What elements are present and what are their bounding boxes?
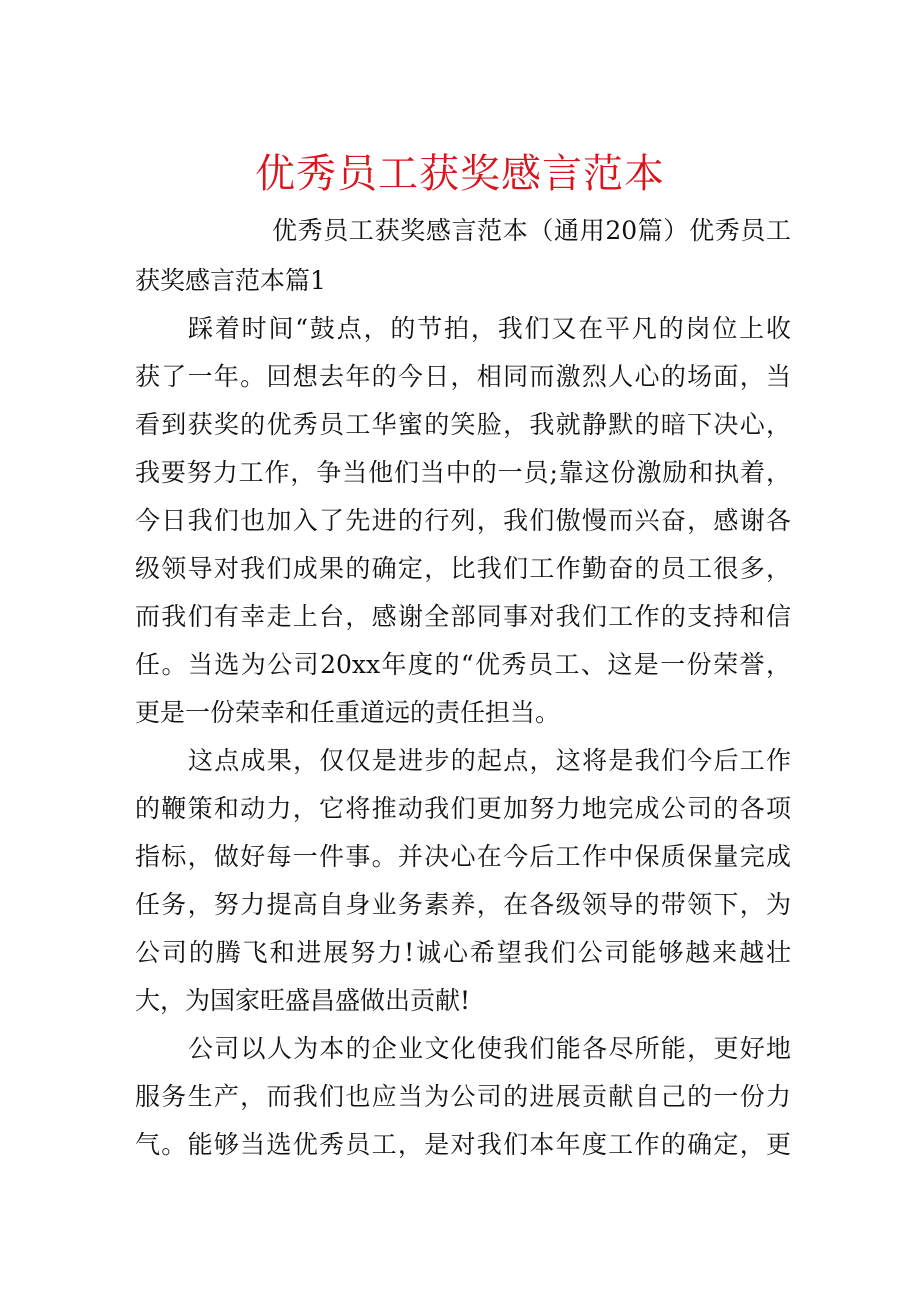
text-line: 大，为国家旺盛昌盛做出贡献! — [135, 986, 471, 1015]
text-line: 任务，努力提高自身业务素养，在各级领导的带领下，为 — [135, 890, 791, 919]
text-line: 更是一份荣幸和任重道远的责任担当。 — [135, 698, 561, 727]
text-line: 公司以人为本的企业文化使我们能各尽所能，更好地 — [188, 1034, 791, 1063]
document-title: 优秀员工获奖感言范本 — [255, 151, 665, 197]
text-line: 踩着时间“鼓点，的节拍，我们又在平凡的岗位上收 — [188, 314, 791, 343]
text-line: 指标，做好每一件事。并决心在今后工作中保质保量完成 — [135, 842, 791, 871]
text-line: 公司的腾飞和进展努力!诚心希望我们公司能够越来越壮 — [135, 938, 791, 967]
text-line: 气。能够当选优秀员工，是对我们本年度工作的确定，更 — [135, 1130, 791, 1159]
text-line: 任。当选为公司20xx年度的“优秀员工、这是一份荣誉， — [135, 650, 791, 679]
subtitle-line: 获奖感言范本篇1 — [135, 266, 326, 295]
subtitle-line: 优秀员工获奖感言范本（通用20篇）优秀员工 — [272, 216, 791, 245]
text-line: 服务生产，而我们也应当为公司的进展贡献自己的一份力 — [135, 1082, 791, 1111]
text-line: 而我们有幸走上台，感谢全部同事对我们工作的支持和信 — [135, 602, 791, 631]
text-line: 的鞭策和动力，它将推动我们更加努力地完成公司的各项 — [135, 794, 791, 823]
text-line: 今日我们也加入了先进的行列，我们傲慢而兴奋，感谢各 — [135, 506, 791, 535]
text-line: 这点成果，仅仅是进步的起点，这将是我们今后工作 — [188, 746, 791, 775]
text-line: 获了一年。回想去年的今日，相同而激烈人心的场面，当 — [135, 362, 791, 391]
text-line: 我要努力工作，争当他们当中的一员;靠这份激励和执着， — [135, 458, 791, 487]
text-line: 级领导对我们成果的确定，比我们工作勤奋的员工很多， — [135, 554, 791, 583]
text-line: 看到获奖的优秀员工华蜜的笑脸，我就静默的暗下决心， — [135, 410, 791, 439]
